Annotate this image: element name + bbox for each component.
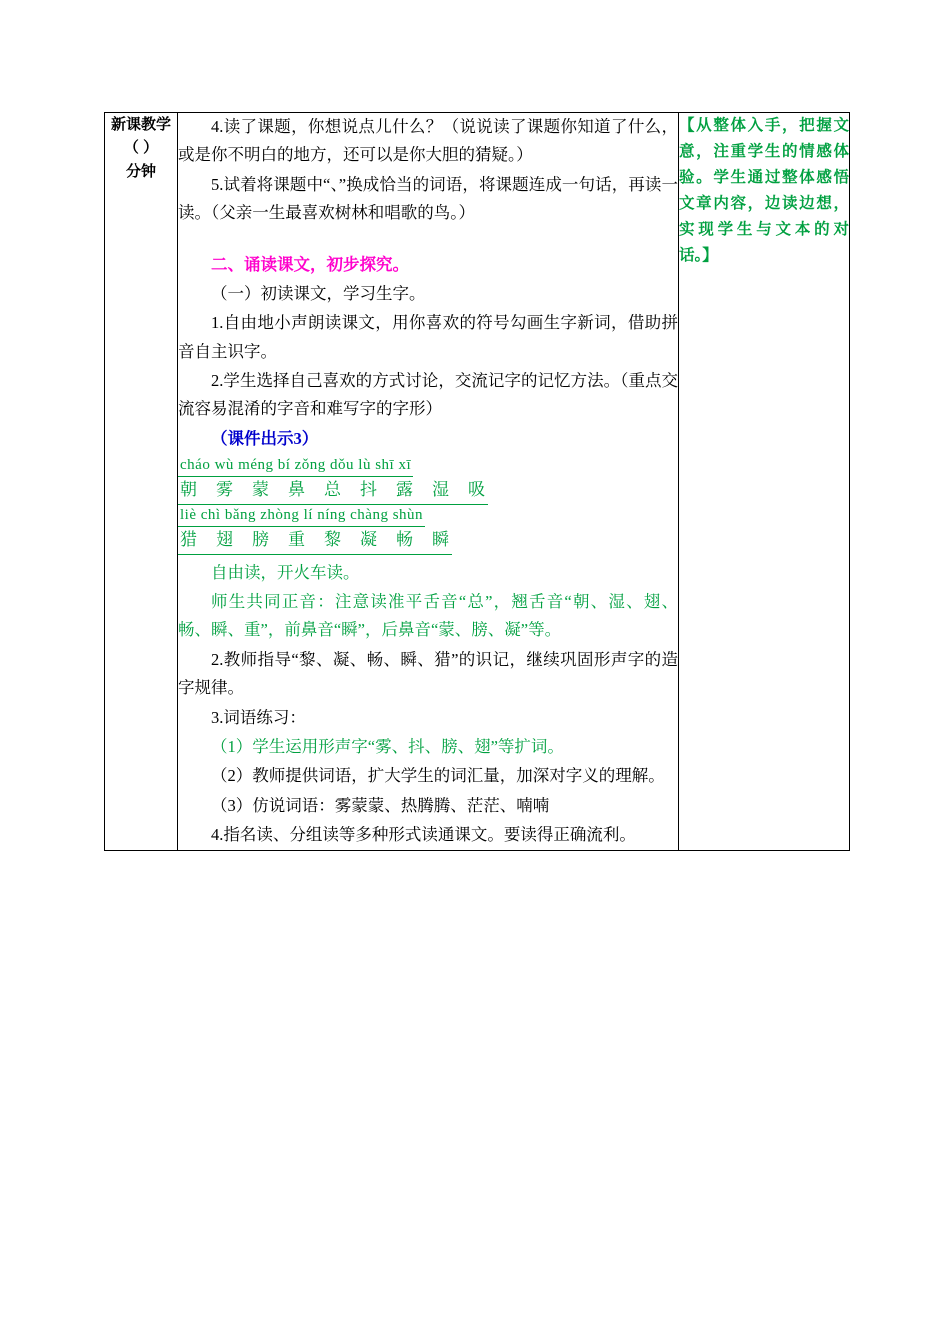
new-words-card xyxy=(178,455,678,555)
lesson-plan-table xyxy=(104,112,850,851)
paragraph-item2: （2）教师提供词语，扩大学生的词汇量，加深对字义的理解。 xyxy=(211,766,665,786)
paragraph-step2b: 2.教师指导“黎、凝、畅、瞬、猎”的识记，继续巩固形声字的造字规律。 xyxy=(178,649,678,698)
paragraph-step2: 2.学生选择自己喜欢的方式讨论，交流记字的记忆方法。（重点交流容易混淆的字音和难写字的字形） xyxy=(178,371,678,419)
paragraph-step4: 4.指名读、分组读等多种形式读通课文。要读得正确流利。 xyxy=(211,825,636,844)
spacer xyxy=(178,229,678,251)
pinyin-row-2: liè chì bǎng zhòng lí níng chàng shùn xyxy=(178,505,425,527)
hanzi-row-2: 猎 翅 膀 重 黎 凝 畅 瞬 xyxy=(178,527,452,555)
design-intent-note: 【从整体入手，把握文意，注重学生的情感体验。学生通过整体感悟文章内容，边读边想，实现学生与文本的对话。】 xyxy=(679,117,849,265)
paragraph-q5: 5.试着将课题中“、”换成恰当的词语，将课题连成一句话，再读一读。（父亲一生最喜欢树林和唱歌的鸟。） xyxy=(178,174,678,223)
paragraph-q4: 4.读了课题，你想说点儿什么？（说说读了课题你知道了什么，或是你不明白的地方，还可以是你大胆的猜疑。） xyxy=(178,117,678,165)
paragraph-part-one: （一）初读课文，学习生字。 xyxy=(211,283,426,303)
hanzi-row-1: 朝 雾 蒙 鼻 总 抖 露 湿 吸 xyxy=(178,477,488,505)
section-heading-two: 二、诵读课文，初步探究。 xyxy=(211,254,409,274)
table-row xyxy=(105,113,850,851)
stage-label-line1: 新课教学 xyxy=(110,116,171,133)
stage-cell xyxy=(105,113,178,851)
main-content-cell xyxy=(178,113,679,851)
green-paragraph-item1: （1）学生运用形声字“雾、抖、膀、翅”等扩词。 xyxy=(211,736,564,756)
pinyin-row-1: cháo wù méng bí zǒng dǒu lù shī xī xyxy=(178,455,413,477)
paragraph-step1: 1.自由地小声朗读课文，用你喜欢的符号勾画生字新词，借助拼音自主识字。 xyxy=(178,313,678,361)
stage-label-line3: 分钟 xyxy=(125,162,156,180)
note-cell xyxy=(679,113,850,851)
green-paragraph-read-freely: 自由读，开火车读。 xyxy=(211,562,360,582)
stage-label-line2: （ ） xyxy=(123,139,159,157)
green-paragraph-pronunciation: 师生共同正音：注意读准平舌音“总”，翘舌音“朝、湿、翅、畅、瞬、重”，前鼻音“瞬”，后鼻音“蒙、膀、凝”等。 xyxy=(178,592,678,640)
paragraph-item3: （3）仿说词语：雾蒙蒙、热腾腾、茫茫、喃喃 xyxy=(211,795,550,815)
courseware-cue: （课件出示3） xyxy=(211,428,319,448)
paragraph-step3: 3.词语练习： xyxy=(211,707,306,727)
